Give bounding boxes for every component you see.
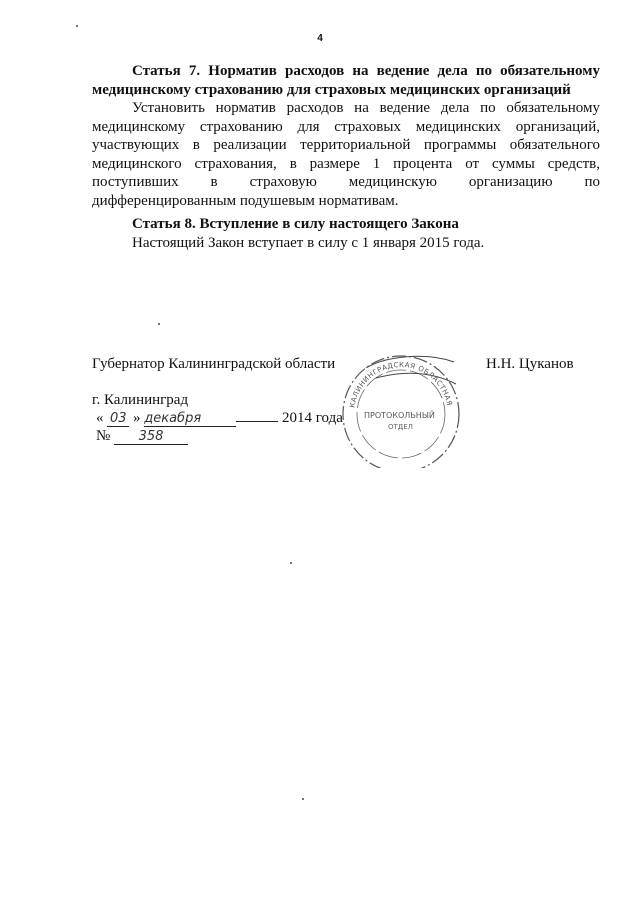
document-number: 358 xyxy=(114,429,188,445)
official-stamp xyxy=(336,348,466,468)
article7-heading-line2: медицинскому страхованию для страховых медицинских организаций xyxy=(92,81,571,98)
stamp-middle-text: ПРОТОКОЛЬНЫЙ xyxy=(364,411,435,420)
date-year: 2014 года xyxy=(282,410,343,426)
number-label: № xyxy=(96,428,111,444)
date-close-quote: » xyxy=(133,410,141,426)
signature-name: Н.Н. Цуканов xyxy=(486,356,574,372)
stamp-top-text: КАЛИНИНГРАДСКАЯ ОБЛАСТНАЯ xyxy=(348,360,454,409)
article7-body-line: поступивших в страховую медицинскую организацию по xyxy=(92,174,600,191)
article7-body xyxy=(92,99,600,211)
date-line xyxy=(96,410,343,427)
article8-text: Настоящий Закон вступает в силу с 1 января 2015 года. xyxy=(132,235,485,251)
article7-heading-line1: Статья 7. Норматив расходов на ведение дела по обязательному xyxy=(132,63,600,79)
date-month: декабря xyxy=(144,411,236,427)
place-of-signing: г. Калининград xyxy=(92,392,189,408)
article7-heading xyxy=(92,62,600,99)
article8-heading: Статья 8. Вступление в силу настоящего Закона xyxy=(132,216,459,232)
article7-body-line: медицинского страхования, в размере 1 процента от суммы средств, xyxy=(92,155,600,172)
article7-body-line: дифференцированным подушевым нормативам. xyxy=(92,192,399,209)
scan-speck xyxy=(290,562,292,564)
svg-text:КАЛИНИНГРАДСКАЯ ОБЛАСТНАЯ xyxy=(348,361,453,408)
document-number-line xyxy=(96,428,188,445)
page-number: 4 xyxy=(317,33,323,44)
article7-body-line: Установить норматив расходов на ведение дела по обязательному xyxy=(132,100,600,116)
date-underline xyxy=(236,421,278,422)
article7-body-line: медицинскому страхованию для страховых медицинских организаций, xyxy=(92,118,600,135)
scan-speck xyxy=(76,25,78,27)
scan-speck xyxy=(302,798,304,800)
date-day: 03 xyxy=(107,411,129,427)
article7-body-line: участвующих в реализации территориальной программы обязательного xyxy=(92,137,600,154)
date-open-quote: « xyxy=(96,410,104,426)
stamp-bottom-text: ОТДЕЛ xyxy=(388,423,413,431)
signature-title: Губернатор Калининградской области xyxy=(92,356,336,372)
scan-speck xyxy=(158,323,160,325)
